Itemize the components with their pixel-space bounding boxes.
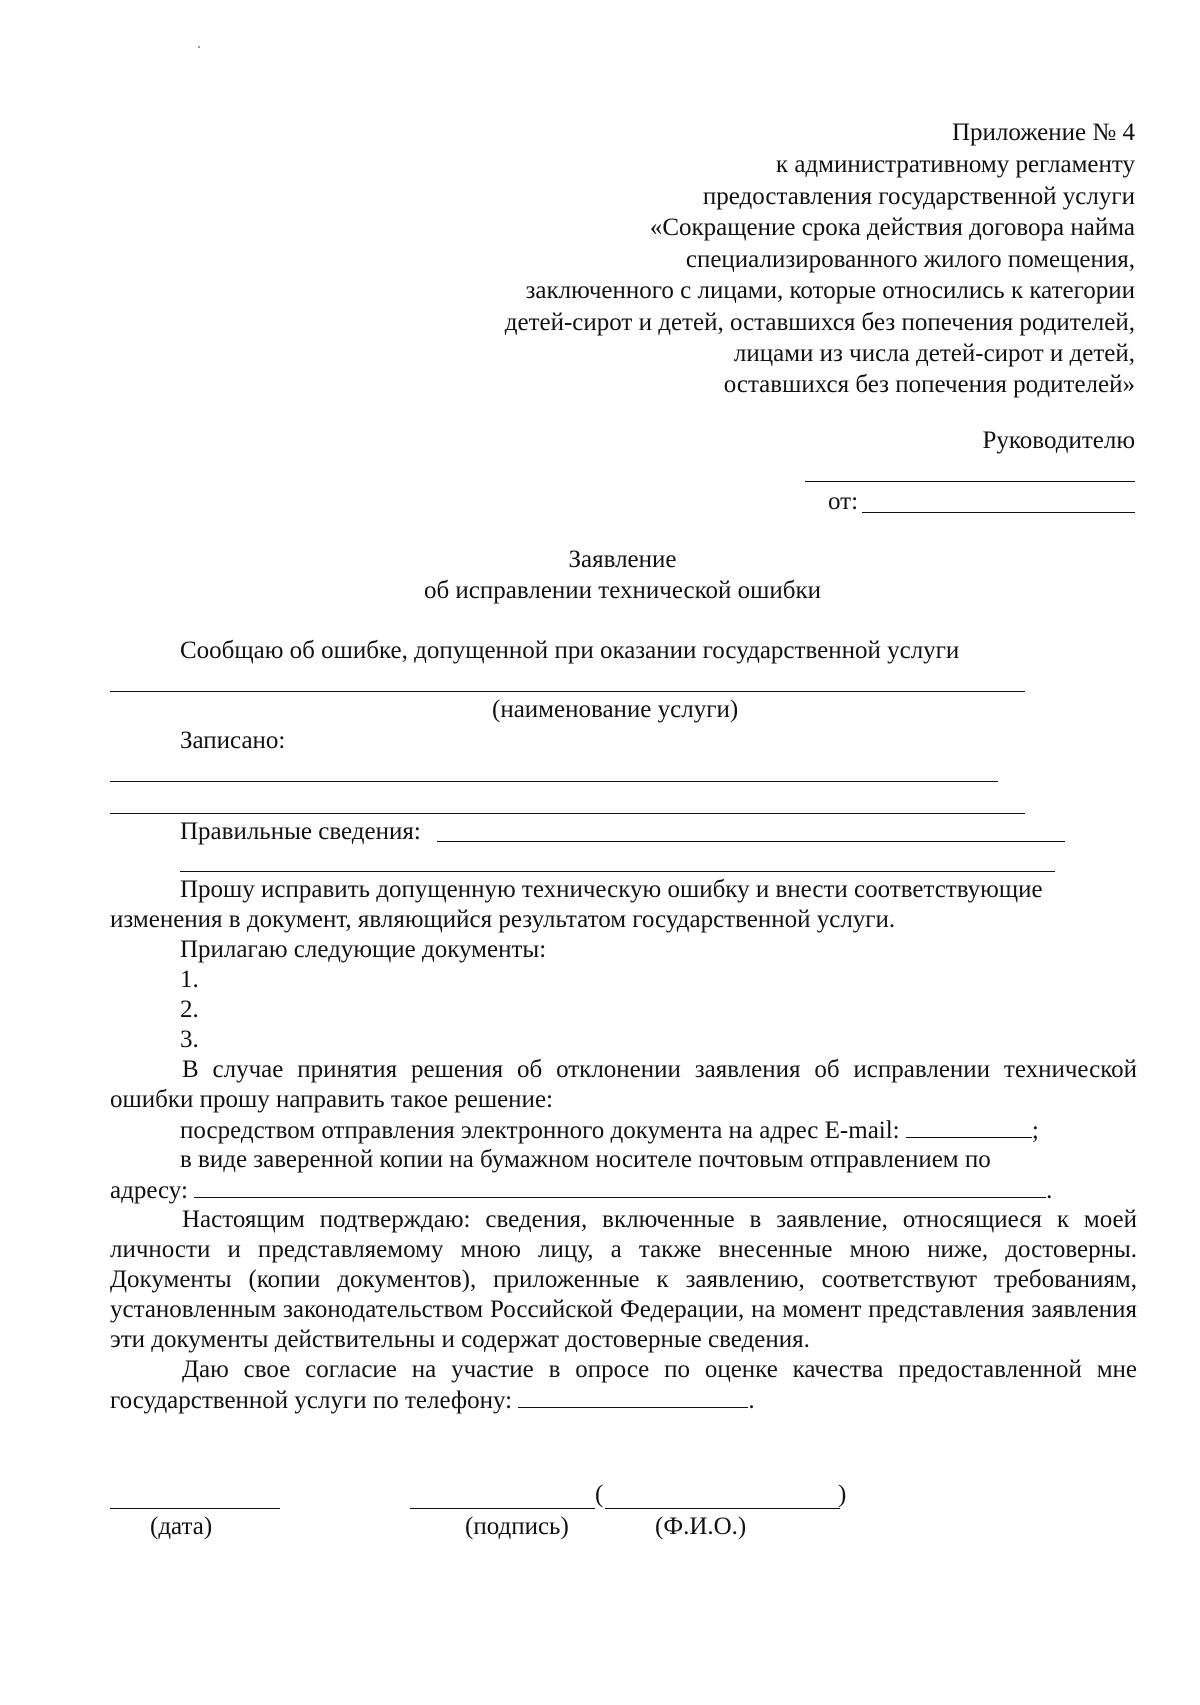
address-end: .	[1046, 1177, 1053, 1204]
header-line-5: специализированного жилого помещения,	[685, 246, 1135, 273]
addressee: Руководителю	[982, 427, 1135, 454]
from-name-line[interactable]	[862, 512, 1135, 513]
consent-text: Даю свое согласие на участие в опросе по оценке качества предоставленной мне государственной услуги по телефону:	[110, 1356, 1137, 1414]
header-line-2: к административному регламенту	[775, 151, 1135, 178]
service-caption: (наименование услуги)	[492, 696, 739, 723]
attach-item-2: 2.	[180, 996, 199, 1023]
header-line-7: детей-сирот и детей, оставшихся без попечения родителей,	[504, 309, 1135, 336]
from-label: от:	[828, 488, 859, 515]
phone-field[interactable]	[518, 1385, 748, 1408]
full-name-caption: (Ф.И.О.)	[655, 1513, 747, 1540]
rejection-paragraph	[110, 1055, 1137, 1115]
date-caption: (дата)	[150, 1513, 213, 1540]
doc-subtitle: об исправлении технической ошибки	[423, 577, 822, 604]
consent-end: .	[748, 1387, 755, 1414]
header-line-4: «Сокращение срока действия договора найма	[649, 214, 1135, 241]
scan-speck	[198, 46, 200, 48]
request-line-1: Прошу исправить допущенную техническую ошибку и внести соответствующие	[180, 876, 1043, 903]
header-line-8: лицами из числа детей-сирот и детей,	[733, 340, 1135, 367]
paren-open: (	[595, 1481, 604, 1508]
addressee-name-line[interactable]	[805, 481, 1135, 482]
confirm-text: Настоящим подтверждаю: сведения, включенные в заявление, относящиеся к моей личности и представляемому мною лицу, а также внесенные мною ниже, достоверны. Документы (копии документов), приложенные к заявлению, соответствуют требованиям, установленным законодательством Российской Федерации, на момент представления заявления эти документы действительны и содержат достоверные сведения.	[110, 1206, 1137, 1353]
email-field[interactable]	[906, 1115, 1032, 1138]
report-line: Сообщаю об ошибке, допущенной при оказании государственной услуги	[180, 637, 960, 664]
paren-close: )	[838, 1481, 847, 1508]
attach-label: Прилагаю следующие документы:	[180, 936, 547, 963]
address-row	[110, 1175, 1052, 1206]
rejection-line-2: ошибки прошу направить такое решение:	[110, 1086, 553, 1113]
written-line-2[interactable]	[110, 813, 1025, 814]
paper-option: в виде заверенной копии на бумажном носителе почтовым отправлением по	[180, 1146, 991, 1173]
signature-line[interactable]	[410, 1508, 595, 1509]
confirm-paragraph	[110, 1205, 1137, 1355]
header-line-3: предоставления государственной услуги	[702, 183, 1135, 210]
correct-label: Правильные сведения:	[180, 818, 421, 845]
email-option	[180, 1115, 1039, 1146]
attach-item-3: 3.	[180, 1026, 199, 1053]
correct-line-1[interactable]	[437, 841, 1065, 842]
signature-caption: (подпись)	[465, 1513, 569, 1540]
correct-line-2[interactable]	[180, 871, 1055, 872]
full-name-line[interactable]	[605, 1508, 840, 1509]
doc-title: Заявление	[568, 546, 677, 573]
address-label: адресу:	[110, 1177, 188, 1204]
header-line-9: оставшихся без попечения родителей»	[723, 371, 1135, 398]
header-line-6: заключенного с лицами, которые относились к категории	[525, 277, 1135, 304]
service-name-line[interactable]	[110, 691, 1025, 692]
consent-paragraph	[110, 1355, 1137, 1416]
header-line-1: Приложение № 4	[951, 119, 1135, 146]
request-line-2: изменения в документ, являющийся результатом государственной услуги.	[110, 906, 896, 933]
written-line-1[interactable]	[110, 781, 998, 782]
rejection-line-1: В случае принятия решения об отклонении заявления об исправлении технической	[182, 1056, 1137, 1083]
email-end: ;	[1031, 1117, 1039, 1144]
date-line[interactable]	[110, 1508, 280, 1509]
address-field[interactable]	[194, 1175, 1046, 1198]
written-label: Записано:	[180, 727, 286, 754]
attach-item-1: 1.	[180, 966, 199, 993]
email-option-text: посредством отправления электронного документа на адрес E-mail:	[180, 1117, 900, 1144]
